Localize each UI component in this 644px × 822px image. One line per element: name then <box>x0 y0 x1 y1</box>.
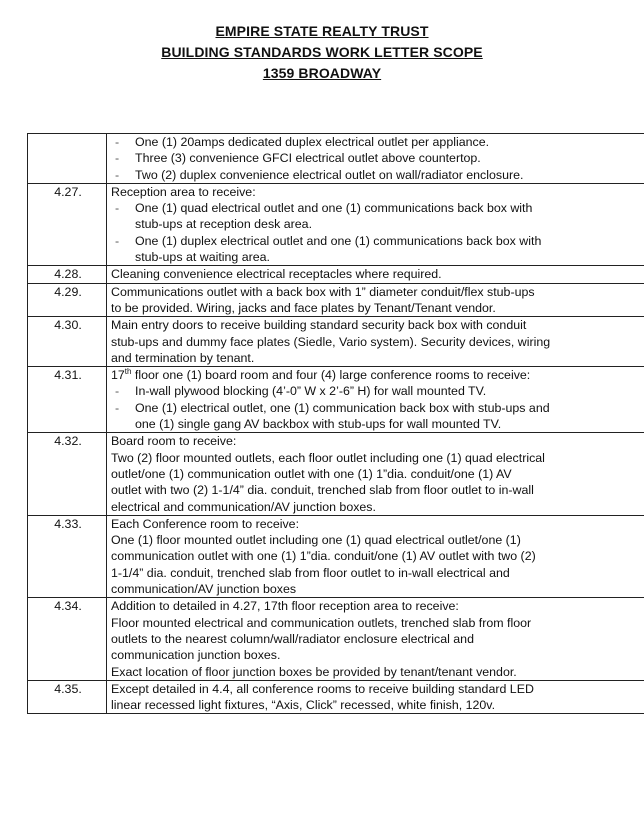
item-text-line: outlets to the nearest column/wall/radiator enclosure electrical and <box>111 631 474 646</box>
item-text-line: communication outlet with one (1) 1”dia. conduit/one (1) AV outlet with two (2) <box>111 549 536 564</box>
property-address: 1359 BROADWAY <box>262 65 382 81</box>
scope-row <box>28 183 644 265</box>
bullet-item <box>111 134 644 150</box>
dash-marker-icon: - <box>115 384 120 399</box>
item-text-line: outlet with two (2) 1-1/4” dia. conduit, trenched slab from floor outlet to in-wall <box>111 483 534 498</box>
item-number: 4.30. <box>28 317 107 367</box>
bullet-text-line: stub-ups at reception desk area. <box>135 217 313 232</box>
item-number: 4.28. <box>28 266 107 283</box>
scope-row <box>28 134 644 184</box>
item-text-line: linear recessed light fixtures, “Axis, Click” recessed, white finish, 120v. <box>111 698 496 713</box>
item-description <box>107 283 644 317</box>
item-text-line: outlet/one (1) communication outlet with one (1) 1”dia. conduit/one (1) AV <box>111 466 512 481</box>
bullet-text-line: Two (2) duplex convenience electrical outlet on wall/radiator enclosure. <box>135 167 524 182</box>
bullet-text <box>135 383 644 399</box>
bullet-text-line: In-wall plywood blocking (4’-0” W x 2’-6” H) for wall mounted TV. <box>135 384 487 399</box>
item-number: 4.33. <box>28 515 107 597</box>
bullet-text <box>135 200 644 233</box>
item-text-line: to be provided. Wiring, jacks and face plates by Tenant/Tenant vendor. <box>111 300 496 315</box>
scope-row <box>28 283 644 317</box>
scope-row <box>28 367 644 433</box>
item-text-line: Main entry doors to receive building standard security back box with conduit <box>111 318 527 333</box>
document-header <box>0 0 644 84</box>
bullet-text <box>135 400 644 433</box>
item-number: 4.35. <box>28 680 107 714</box>
scope-row <box>28 598 644 680</box>
bullet-text <box>135 233 644 266</box>
scope-row <box>28 680 644 714</box>
item-text-line: electrical and communication/AV junction boxes. <box>111 499 376 514</box>
item-text-line: Two (2) floor mounted outlets, each floor outlet including one (1) quad electrical <box>111 450 545 465</box>
bullet-text-line: stub-ups at waiting area. <box>135 250 270 265</box>
bullet-text-line: One (1) duplex electrical outlet and one (1) communications back box with <box>135 233 542 248</box>
scope-row <box>28 433 644 515</box>
item-number: 4.31. <box>28 367 107 433</box>
item-description <box>107 515 644 597</box>
dash-marker-icon: - <box>115 400 120 415</box>
lead-text: floor one (1) board room and four (4) large conference rooms to receive: <box>131 368 531 383</box>
bullet-text-line: one (1) single gang AV backbox with stub-ups for wall mounted TV. <box>135 417 502 432</box>
bullet-item <box>111 200 644 233</box>
bullet-text <box>135 150 644 166</box>
item-text-line: Except detailed in 4.4, all conference rooms to receive building standard LED <box>111 681 534 696</box>
item-text-line: Communications outlet with a back box with 1” diameter conduit/flex stub-ups <box>111 284 535 299</box>
item-description <box>107 317 644 367</box>
scope-row <box>28 266 644 283</box>
item-number: 4.32. <box>28 433 107 515</box>
item-text-line: One (1) floor mounted outlet including one (1) quad electrical outlet/one (1) <box>111 533 521 548</box>
bullet-item <box>111 400 644 433</box>
item-description <box>107 134 644 184</box>
item-text-line: Exact location of floor junction boxes be provided by tenant/tenant vendor. <box>111 664 517 679</box>
dash-marker-icon: - <box>115 135 120 149</box>
scope-row <box>28 515 644 597</box>
bullet-text-line: One (1) quad electrical outlet and one (1) communications back box with <box>135 201 533 216</box>
floor-number: 17 <box>111 368 125 383</box>
item-number: 4.34. <box>28 598 107 680</box>
scope-row <box>28 317 644 367</box>
item-description <box>107 183 644 265</box>
item-text-line: communication junction boxes. <box>111 648 281 663</box>
item-description <box>107 367 644 433</box>
item-number: 4.29. <box>28 283 107 317</box>
item-lead-line <box>111 367 644 383</box>
item-description <box>107 266 644 283</box>
item-text-line: Addition to detailed in 4.27, 17th floor reception area to receive: <box>111 599 459 614</box>
item-number: 4.27. <box>28 183 107 265</box>
bullet-text-line: One (1) 20amps dedicated duplex electrical outlet per appliance. <box>135 135 490 149</box>
item-text-line: Cleaning convenience electrical receptacles where required. <box>111 267 442 282</box>
dash-marker-icon: - <box>115 201 120 216</box>
bullet-text <box>135 134 644 150</box>
item-text-line: Reception area to receive: <box>111 184 256 199</box>
item-text-line: stub-ups and dummy face plates (Siedle, Vario system). Security devices, wiring <box>111 334 551 349</box>
ordinal-suffix: th <box>124 367 132 377</box>
bullet-text-line: One (1) electrical outlet, one (1) communication back box with stub-ups and <box>135 400 550 415</box>
item-text-line: 1-1/4” dia. conduit, trenched slab from floor outlet to in-wall electrical and <box>111 565 510 580</box>
bullet-text-line: Three (3) convenience GFCI electrical outlet above countertop. <box>135 151 481 166</box>
document-title: BUILDING STANDARDS WORK LETTER SCOPE <box>161 44 483 60</box>
scope-table-body <box>28 134 644 714</box>
item-text-line: Each Conference room to receive: <box>111 516 300 531</box>
item-description <box>107 433 644 515</box>
dash-marker-icon: - <box>115 167 120 182</box>
bullet-text <box>135 167 644 183</box>
bullet-item <box>111 383 644 399</box>
item-description <box>107 680 644 714</box>
bullet-item <box>111 167 644 183</box>
bullet-item <box>111 150 644 166</box>
bullet-item <box>111 233 644 266</box>
item-text-line: communication/AV junction boxes <box>111 582 297 597</box>
scope-table <box>27 133 644 714</box>
item-description <box>107 598 644 680</box>
dash-marker-icon: - <box>115 151 120 166</box>
item-text-line: Board room to receive: <box>111 434 237 449</box>
item-text-line: Floor mounted electrical and communication outlets, trenched slab from floor <box>111 615 532 630</box>
company-name: EMPIRE STATE REALTY TRUST <box>215 23 429 39</box>
item-number <box>28 134 107 184</box>
dash-marker-icon: - <box>115 233 120 248</box>
item-text-line: and termination by tenant. <box>111 350 255 365</box>
